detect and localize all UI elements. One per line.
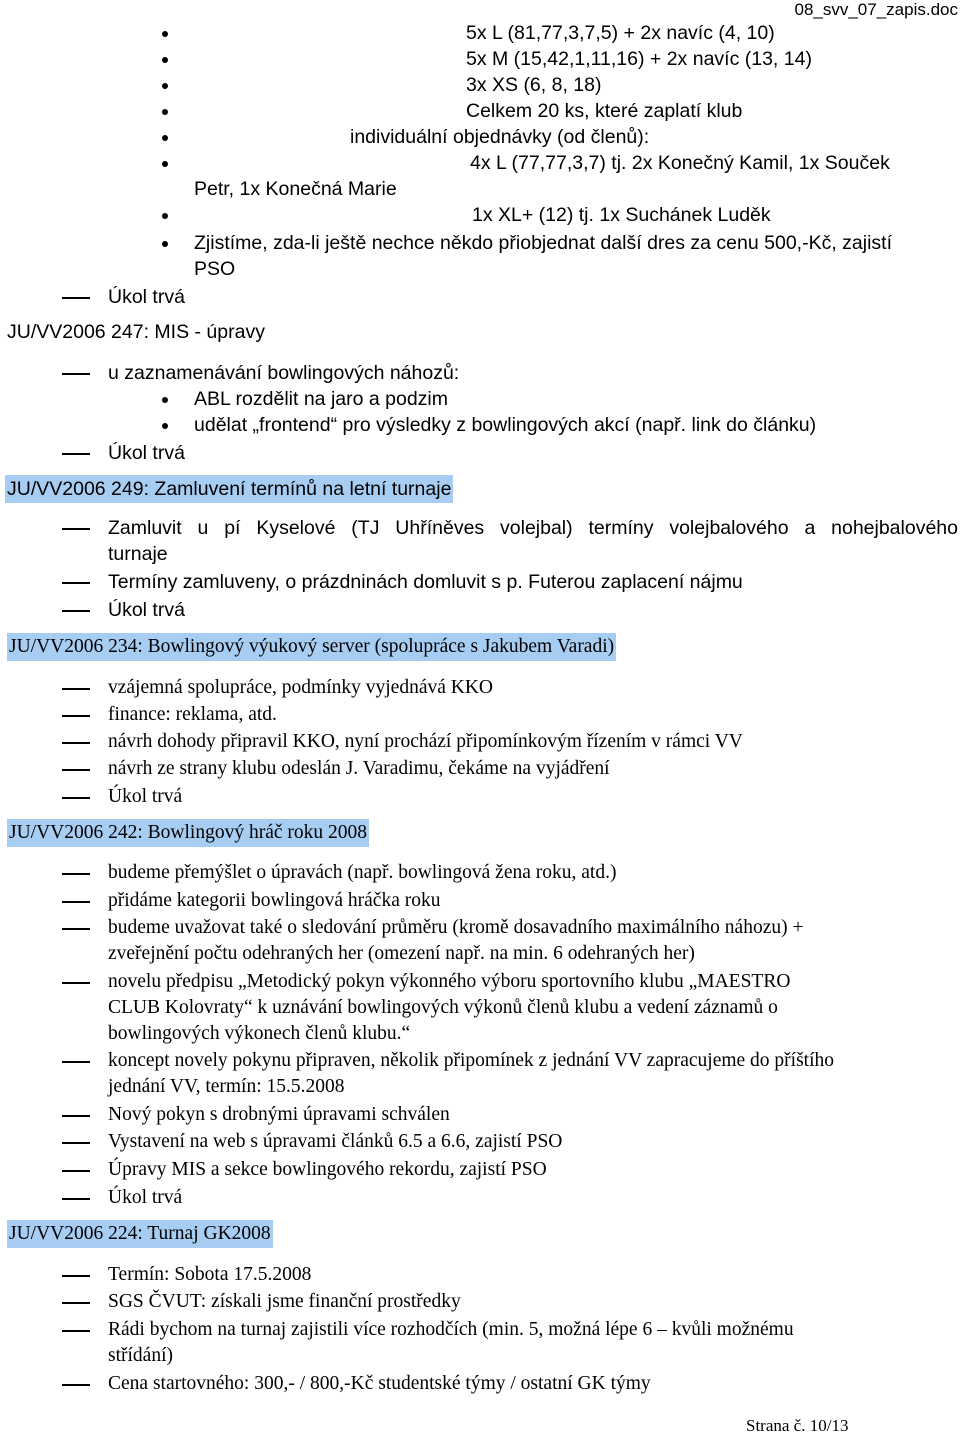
bullet-icon xyxy=(162,423,168,429)
dash-icon xyxy=(62,373,90,375)
document-page: 08_svv_07_zapis.doc 5x L (81,77,3,7,5) + 2x navíc (4, 10) 5x M (15,42,1,11,16) + 2x navíc (13, 14) 3x XS (6, 8, 18) Celkem 20 ks, které zaplatí klub individuální objednávky (od členů): 4x L (77,77,3,7) tj. 2x Konečný Kamil, 1x Souček Petr, 1x Konečná Marie 1x XL+ (12) tj. 1x Suchánek Luděk Zjistíme, zda-li ještě nechce někdo přiobjednat další dres za cenu 500,-Kč, zajistí PSO Úkol trvá JU/VV2006 247: MIS - úpravy u zaznamenávání bowlingových náhozů: ABL rozdělit na jaro a podzim udělat „frontend“ pro výsledky z bowlingových akcí (např. link do článku) Úkol trvá JU/VV2006 249: Zamluvení termínů na letní turnaje Zamluvit u pí Kyselové (TJ Uhříněves volejbal) termíny volejbalového a nohejbalového turnaje Termíny zamluveny, o prázdninách domluvit s p. Futerou zaplacení nájmu Úkol trvá JU/VV2006 234: Bowlingový výukový server (spolupráce s Jakubem Varadi) vzájemná spolupráce, podmínky vyjednává KKO finance: reklama, atd. návrh dohody připravil KKO, nyní prochází připomínkovým řízením v rámci VV návrh ze strany klubu odeslán J. Varadimu, čekáme na vyjádření Úkol trvá JU/VV2006 242: Bowlingový hráč roku 2008 budeme přemýšlet o úpravách (např. bowlingová žena roku, atd.) přidáme kategorii bowlingová hráčka roku budeme uvažovat také o sledování průměru (kromě dosavadního maximálního náhozu) + zveřejnění počtu odehraných her (omezení např. na min. 6 odehraných her) novelu předpisu „Metodický pokyn výkonného výboru sportovního klubu „MAESTRO CLUB Kolovraty“ k uznávání bowlingových výkonů členů klubu a vedení záznamů o bowlingových výkonech členů klubu.“ koncept novely pokynu připraven, několik připomínek z jednání VV zapracujeme do příštího jednání VV, termín: 15.5.2008 Nový pokyn s drobnými úpravami schválen Vystavení na web s úpravami článků 6.5 a 6.6, zajistí PSO Úpravy MIS a sekce bowlingového rekordu, zajistí PSO Úkol trvá JU/VV2006 224: Turnaj GK2008 Termín: Sobota 17.5.2008 SGS ČVUT: získali jsme finanční prostředky Rádi bychom na turnaj zajistili více rozhodčích (min. 5, možná lépe 6 – kvůli možnému střídání) Cena startovného: 300,- / 800,-Kč studentské týmy / ostatní GK týmy Strana č. 10/13 xyxy=(0,0,960,1438)
list-item: 4x L (77,77,3,7) tj. 2x Konečný Kamil, 1x Souček xyxy=(0,150,960,176)
list-item: individuální objednávky (od členů): xyxy=(0,124,960,150)
list-item: 1x XL+ (12) tj. 1x Suchánek Luděk xyxy=(0,202,960,228)
dash-icon xyxy=(62,928,90,930)
section-title: JU/VV2006 242: Bowlingový hráč roku 2008 xyxy=(7,819,369,847)
dash-icon xyxy=(62,528,90,530)
page-number: Strana č. 10/13 xyxy=(746,1416,849,1435)
dash-icon xyxy=(62,1061,90,1063)
bullet-icon xyxy=(162,109,168,115)
bullet-icon xyxy=(162,83,168,89)
dash-icon xyxy=(62,982,90,984)
dash-icon xyxy=(62,901,90,903)
section-title: JU/VV2006 249: Zamluvení termínů na letní turnaje xyxy=(5,475,453,503)
dash-icon xyxy=(62,1330,90,1332)
dash-icon xyxy=(62,873,90,875)
dash-icon xyxy=(62,1142,90,1144)
dash-icon xyxy=(62,453,90,455)
list-item: udělat „frontend“ pro výsledky z bowlingových akcí (např. link do článku) xyxy=(0,412,960,438)
section-title: JU/VV2006 247: MIS - úpravy xyxy=(7,321,265,343)
dash-icon xyxy=(62,1302,90,1304)
dash-icon xyxy=(62,715,90,717)
list-item: Celkem 20 ks, které zaplatí klub xyxy=(0,98,960,124)
list-item: 3x XS (6, 8, 18) xyxy=(0,72,960,98)
bullet-icon xyxy=(162,241,168,247)
list-item-continuation: Petr, 1x Konečná Marie xyxy=(194,178,397,200)
dash-icon xyxy=(62,688,90,690)
bullet-icon xyxy=(162,31,168,37)
dash-icon xyxy=(62,1115,90,1117)
dash-icon xyxy=(62,769,90,771)
dash-icon xyxy=(62,1170,90,1172)
section-title: JU/VV2006 234: Bowlingový výukový server (spolupráce s Jakubem Varadi) xyxy=(7,633,616,661)
dash-icon xyxy=(62,1198,90,1200)
dash-icon xyxy=(62,797,90,799)
list-item: Zjistíme, zda-li ještě nechce někdo přiobjednat další dres za cenu 500,-Kč, zajistí xyxy=(0,230,960,256)
header-filename: 08_svv_07_zapis.doc xyxy=(794,0,958,19)
section-title: JU/VV2006 224: Turnaj GK2008 xyxy=(7,1220,273,1248)
dash-icon xyxy=(62,610,90,612)
bullet-icon xyxy=(162,135,168,141)
dash-icon xyxy=(62,1384,90,1386)
list-item: ABL rozdělit na jaro a podzim xyxy=(0,386,960,412)
bullet-icon xyxy=(162,161,168,167)
list-item: 5x M (15,42,1,11,16) + 2x navíc (13, 14) xyxy=(0,46,960,72)
dash-icon xyxy=(62,742,90,744)
list-item: 5x L (81,77,3,7,5) + 2x navíc (4, 10) xyxy=(0,20,960,46)
dash-icon xyxy=(62,582,90,584)
bullet-icon xyxy=(162,57,168,63)
list-item-continuation: PSO xyxy=(194,258,236,280)
bullet-icon xyxy=(162,213,168,219)
dash-icon xyxy=(62,1275,90,1277)
bullet-icon xyxy=(162,397,168,403)
dash-icon xyxy=(62,297,90,299)
